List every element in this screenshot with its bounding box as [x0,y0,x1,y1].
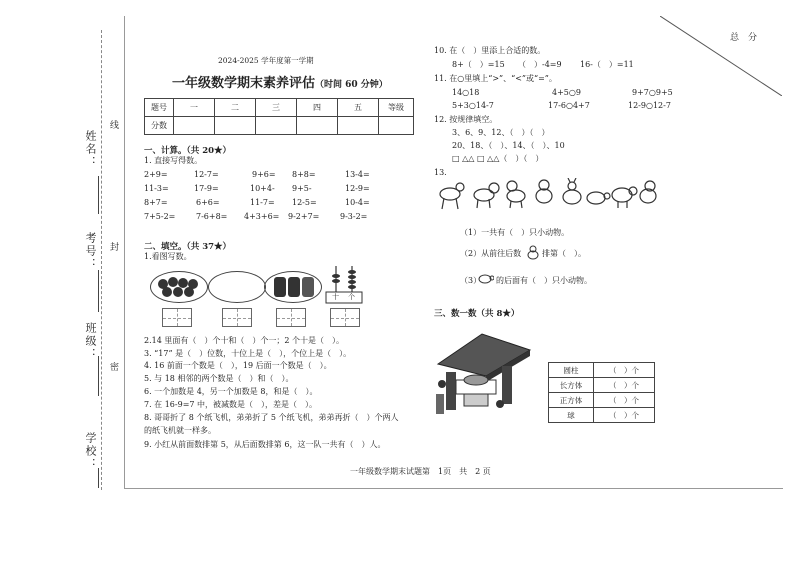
name-label: 姓名： [84,130,97,169]
school-label: 学校： [84,432,97,471]
score-table-header: 等级 [379,99,414,117]
shape-name: 正方体 [549,393,594,408]
turtle-icon [587,192,610,204]
part1-q1: 1. 直接写得数。 [144,156,203,165]
score-cell[interactable] [379,117,414,135]
q13-item-3b: 的后面有（ ）只小动物。 [496,276,592,285]
q11-item[interactable]: 9+7○9+5 [632,88,673,97]
horse-icon [440,183,464,209]
abacus-tens-label: 十 [332,293,339,301]
bear-dog-icon [640,181,656,203]
answer-grid[interactable] [222,308,252,327]
q12-item[interactable]: 3、6、9、12、（ ）（ ） [452,128,550,137]
part2-item: 4. 16 前面一个数是（ ），19 后面一个数是（ ）。 [144,361,332,370]
stick-bundles-icon [265,272,321,302]
binding-line-char: 线 [108,120,118,129]
shape-count-answer[interactable]: （ ）个 [594,363,655,378]
calc-item[interactable]: 8+8= [292,170,316,179]
animals-row-picture [436,178,662,212]
q12-item[interactable]: 20、18、（ ）、14、（ ）、10 [452,141,565,150]
q13-item-2a: （2）从前往后数 [460,249,522,258]
bundles-picture [264,271,322,303]
q12-item[interactable]: □ △△ □ △△（ ）（ ） [452,154,544,163]
stones-picture [150,271,208,303]
abacus-ones-label: 个 [348,293,355,301]
q10-item[interactable]: （ ）-4=9 [518,60,562,69]
calc-item[interactable]: 17-9= [194,184,219,193]
part2-q1: 1.看图写数。 [144,252,192,261]
score-table-header: 一 [174,99,215,117]
exam-number-underline[interactable] [98,270,99,312]
part2-item: 9. 小红从前面数排第 5，从后面数排第 6，这一队一共有（ ）人。 [144,440,386,449]
score-cell[interactable] [215,117,256,135]
calc-item[interactable]: 2+9= [144,170,168,179]
score-row-label: 分数 [145,117,174,135]
part2-item: 3. “17” 是（ ）位数，十位上是（ ），个位上是（ ）。 [144,349,352,358]
shape-name: 圆柱 [549,363,594,378]
q11-item[interactable]: 12-9○12-7 [628,101,671,110]
score-table-header: 题号 [145,99,174,117]
rabbit-icon [563,178,581,204]
q11-item[interactable]: 17-6○4+7 [548,101,590,110]
q13-item-3a: （3） [460,276,482,285]
empty-oval [208,271,266,303]
calc-item[interactable]: 11-3= [144,184,169,193]
calc-item[interactable]: 10+4- [250,184,275,193]
answer-grid[interactable] [162,308,192,327]
q13-prompt: 13. [434,168,447,177]
puppy-icon [507,181,525,208]
score-table-header: 五 [338,99,379,117]
q11-item[interactable]: 5+3○14-7 [452,101,494,110]
calc-item[interactable]: 9+6= [252,170,276,179]
score-cell[interactable] [256,117,297,135]
calc-item[interactable]: 7-6+8= [196,212,228,221]
part2-item: 2.14 里面有（ ）个十和（ ）个一；2 个十是（ ）。 [144,336,344,345]
q11-item[interactable]: 4+5○9 [552,88,581,97]
binding-dashed-line [101,30,102,490]
calc-item[interactable]: 9-2+7= [288,212,320,221]
part1-heading: 一、计算。（共 20★） [144,146,232,156]
calc-item[interactable]: 12-9= [345,184,370,193]
shape-count-answer[interactable]: （ ）个 [594,393,655,408]
turtle-small-icon [478,270,494,286]
q13-item-1: （1）一共有（ ）只小动物。 [460,228,570,237]
q11-prompt: 11. 在○里填上“>”、“<”或“=”。 [434,74,557,83]
q13-item-2b: 排第（ ）。 [542,249,586,258]
calc-item[interactable]: 9+5- [292,184,312,193]
binding-secret-char: 密 [108,362,118,371]
calc-item[interactable]: 9-3-2= [340,212,368,221]
part3-heading: 三、数一数（共 8★） [434,309,520,319]
part2-item: 5. 与 18 相邻的两个数是（ ）和（ ）。 [144,374,294,383]
calc-item[interactable]: 10-4= [345,198,370,207]
total-score-label: 总 分 [730,33,758,43]
answer-grid[interactable] [330,308,360,327]
class-underline[interactable] [98,356,99,396]
calc-item[interactable]: 12-7= [194,170,219,179]
shape-count-table [548,362,655,423]
exam-number-label: 考号： [84,232,97,271]
school-underline[interactable] [98,468,99,488]
q10-item[interactable]: 16-（ ）=11 [580,60,634,69]
part2-heading: 二、填空。（共 37★） [144,242,232,252]
page-footer: 一年级数学期末试题第 1页 共 2 页 [350,467,491,476]
shape-count-answer[interactable]: （ ）个 [594,408,655,423]
q11-item[interactable]: 14○18 [452,88,480,97]
score-table [144,98,414,135]
cat-icon [536,180,552,203]
score-table-header: 四 [297,99,338,117]
calc-item[interactable]: 7+5-2= [144,212,176,221]
score-table-header: 三 [256,99,297,117]
q10-item[interactable]: 8+（ ）=15 [452,60,505,69]
binding-seal-char: 封 [108,242,118,251]
blocks-house-picture [434,324,534,424]
shape-name: 球 [549,408,594,423]
abacus-icon [324,264,364,304]
score-cell[interactable] [174,117,215,135]
score-table-header: 二 [215,99,256,117]
rabbit-small-icon [526,244,540,260]
calc-item[interactable]: 11-7= [250,198,275,207]
part2-item: 8. 哥哥折了 8 个纸飞机，弟弟折了 5 个纸飞机，弟弟再折（ ）个两人 [144,413,399,422]
calc-item[interactable]: 13-4= [345,170,370,179]
sheep-icon [612,187,637,208]
part2-item: 6. 一个加数是 4，另一个加数是 8，和是（ ）。 [144,387,318,396]
calc-item[interactable]: 8+7= [144,198,168,207]
shape-name: 长方体 [549,378,594,393]
calc-item[interactable]: 6+6= [196,198,220,207]
exam-time-note: （时间 60 分钟） [315,80,388,90]
part2-item: 7. 在 16-9=7 中，被减数是（ ），差是（ ）。 [144,400,318,409]
answer-grid[interactable] [276,308,306,327]
shape-count-answer[interactable]: （ ）个 [594,378,655,393]
total-score-corner [660,16,782,96]
q12-prompt: 12. 按规律填空。 [434,115,498,124]
dog-icon [474,183,499,208]
calc-item[interactable]: 12-5= [292,198,317,207]
class-label: 班级： [84,322,97,361]
name-underline[interactable] [98,176,99,214]
calc-item[interactable]: 4+3+6= [244,212,280,221]
exam-title-text: 一年级数学期末素养评估 [172,76,316,91]
score-cell[interactable] [297,117,338,135]
part2-item: 的纸飞机就一样多。 [144,426,216,435]
score-cell[interactable] [338,117,379,135]
term-label: 2024-2025 学年度第一学期 [218,56,314,65]
stones-icon [151,272,207,302]
q10-prompt: 10. 在（ ）里添上合适的数。 [434,46,546,55]
exam-title [172,72,388,91]
